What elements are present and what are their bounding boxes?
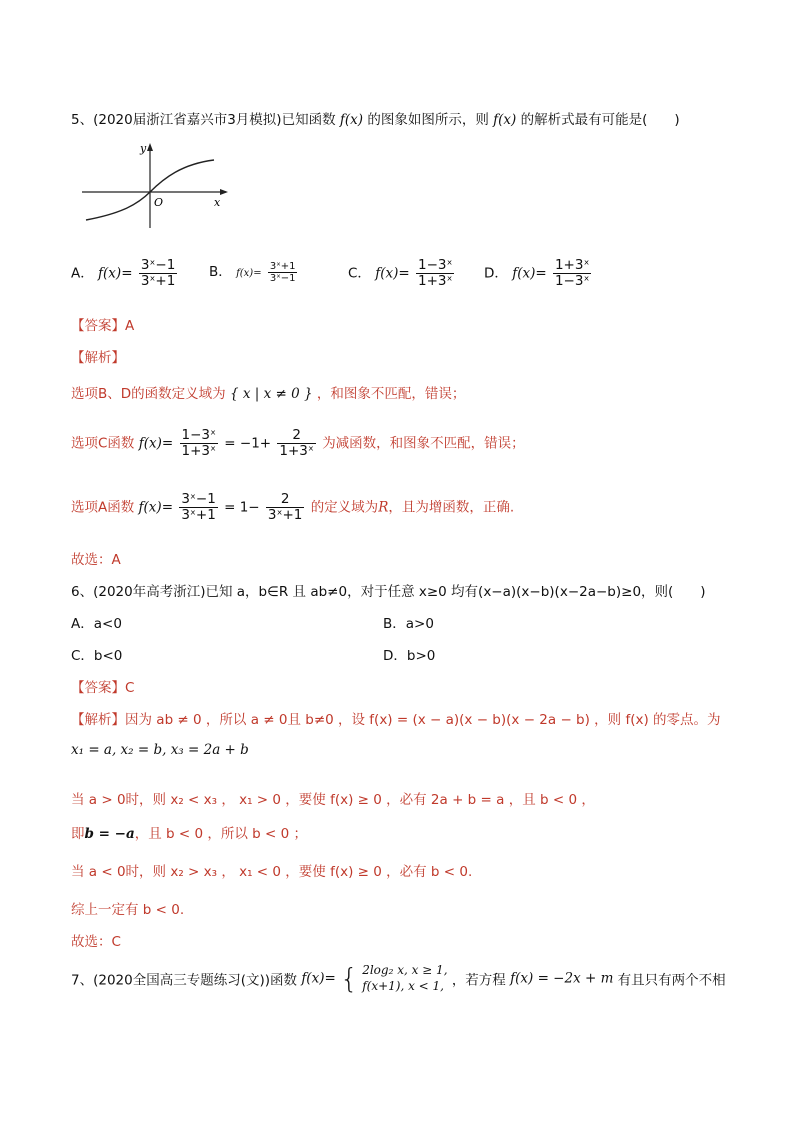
q6-answer: 【答案】C [71, 680, 135, 696]
q5-analysis-line1: 选项B、D的函数定义域为 { x | x ≠ 0 } ，和图象不匹配，错误； [71, 386, 466, 402]
q6-analysis-line1: 【解析】因为 ab ≠ 0 ，所以 a ≠ 0且 b≠0 ，设 f(x) = (x − a)(x − b)(x − 2a − b) ，则 f(x) 的零点。为 [71, 712, 721, 728]
q6-analysis-line3: 当 a > 0时，则 x₂ < x₃ ， x₁ > 0 ，要使 f(x) ≥ 0 ，必有 2a + b = a ，且 b < 0 ， [71, 792, 595, 808]
f-of-x: f(x) [493, 112, 517, 128]
q5-final: 故选：A [71, 552, 121, 568]
y-axis-label: y [140, 142, 147, 155]
q6-stem: 6、(2020年高考浙江)已知 a，b∈R 且 ab≠0，对于任意 x≥0 均有(x−a)(x−b)(x−2a−b)≥0，则( ) [71, 584, 706, 600]
q6-analysis-line4: 即b = −a，且 b < 0 ，所以 b < 0 ； [71, 826, 307, 842]
option-a: A． f(x)= $\frac{\text{3ˣ−1}}{\text{3ˣ+1}}$ [71, 257, 176, 289]
q6-analysis-line2: x₁ = a, x₂ = b, x₃ = 2a + b [71, 742, 249, 758]
q6-analysis-line6: 综上一定有 b < 0. [71, 902, 185, 918]
function-graph [78, 138, 238, 230]
q6-final: 故选：C [71, 934, 121, 950]
q7-stem: 7、(2020全国高三专题练习(文))函数 f(x)= { 2log₂ x, x ≥ 1, f(x+1), x < 1, ，若方程 f(x) = −2x + m 有且只有两个不相 [71, 962, 726, 995]
q6-option-c: C．b<0 [71, 648, 123, 664]
q6-analysis-line5: 当 a < 0时，则 x₂ > x₃ ， x₁ < 0 ，要使 f(x) ≥ 0 ，必有 b < 0. [71, 864, 473, 880]
x-axis-label: x [214, 196, 221, 209]
q5-answer: 【答案】A [71, 318, 135, 334]
q6-option-b: B．a>0 [383, 616, 434, 632]
q5-analysis-line3: 选项A函数 f(x)= $\frac{\text{3ˣ−1}}{\text{3ˣ+1}}$ = 1− $\frac{2}{\text{3ˣ+1}}$ 的定义域为R，且为增函数，正确. [71, 491, 515, 523]
origin-label: O [154, 196, 164, 209]
f-of-x: f(x) [339, 112, 364, 128]
option-b: B． f(x)= $\frac{\text{3ˣ+1}}{\text{3ˣ−1}}$ [209, 260, 296, 284]
q5-stem: 5、(2020届浙江省嘉兴市3月模拟)已知函数 f(x) 的图象如图所示，则 f(x) 的解析式最有可能是( ) [71, 112, 680, 128]
option-c: C． f(x)= $\frac{\text{1−3ˣ}}{\text{1+3ˣ}}$ [348, 257, 453, 289]
q5-analysis-tag: 【解析】 [71, 350, 125, 366]
q6-option-a: A．a<0 [71, 616, 122, 632]
q6-option-d: D．b>0 [383, 648, 436, 664]
option-d: D． f(x)= $\frac{\text{1+3ˣ}}{\text{1−3ˣ}}$ [484, 257, 590, 289]
q5-analysis-line2: 选项C函数 f(x)= $\frac{\text{1−3ˣ}}{\text{1+3ˣ}}$ = −1+ $\frac{2}{\text{1+3ˣ}}$ 为减函数，和图象不匹配，错误； [71, 427, 525, 459]
